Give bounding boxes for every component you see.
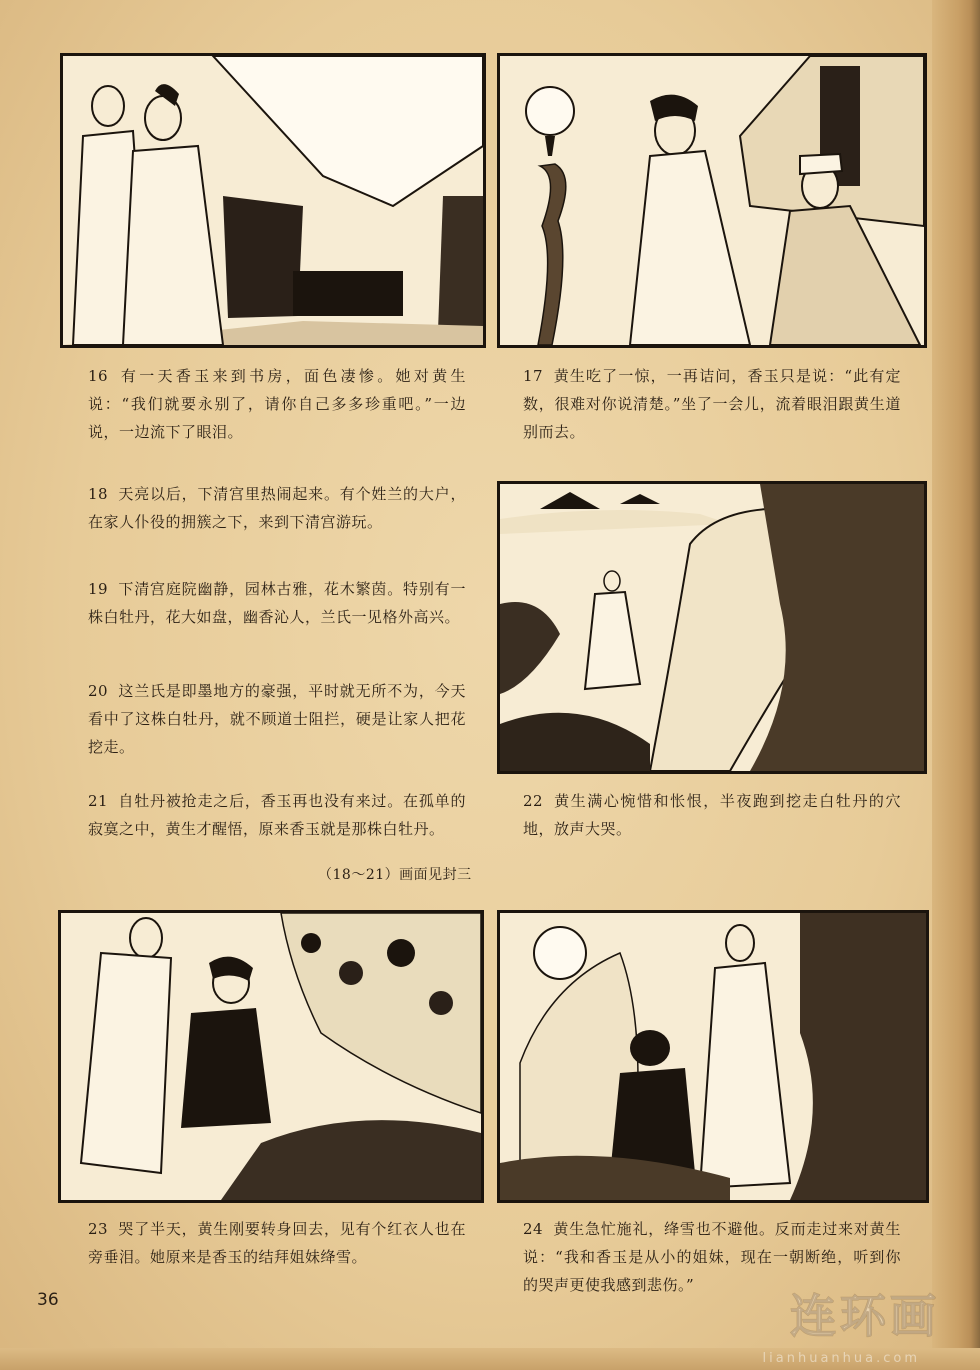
illustration-panel-23 <box>58 910 484 1203</box>
caption-number: 22 <box>523 792 544 810</box>
caption-text: 下清宫庭院幽静，园林古雅，花木繁茵。特别有一株白牡丹，花大如盘，幽香沁人，兰氏一见格外高兴。 <box>88 580 466 626</box>
caption-number: 16 <box>88 367 109 385</box>
caption-number: 18 <box>88 485 109 503</box>
illustration-panel-16 <box>60 53 486 348</box>
caption-number: 17 <box>523 367 544 385</box>
caption-text: 天亮以后，下清宫里热闹起来。有个姓兰的大户，在家人仆役的拥簇之下，来到下清宫游玩。 <box>88 485 466 531</box>
illustration-panel-22 <box>497 481 927 774</box>
caption-number: 24 <box>523 1220 544 1238</box>
caption-18 <box>88 480 466 536</box>
caption-19 <box>88 575 466 631</box>
caption-number: 21 <box>88 792 109 810</box>
illustration-panel-17 <box>497 53 927 348</box>
caption-number: 23 <box>88 1220 109 1238</box>
caption-text: 黄生吃了一惊，一再诘问，香玉只是说：“此有定数，很难对你说清楚。”坐了一会儿，流着眼泪跟黄生道别而去。 <box>523 367 901 441</box>
caption-text: 黄生急忙施礼，绛雪也不避他。反而走过来对黄生说：“我和香玉是从小的姐妹，现在一朝断绝，听到你的哭声更使我感到悲伤。” <box>523 1220 901 1294</box>
caption-17 <box>523 362 901 446</box>
book-spine-edge <box>932 0 980 1370</box>
caption-23 <box>88 1215 466 1271</box>
watermark-url: lianhuanhua.com <box>762 1351 920 1366</box>
caption-text: 黄生满心惋惜和怅恨，半夜跑到挖走白牡丹的穴地，放声大哭。 <box>523 792 901 838</box>
caption-22 <box>523 787 901 843</box>
page-number: 36 <box>37 1290 59 1310</box>
caption-16 <box>88 362 466 446</box>
caption-text: 有一天香玉来到书房，面色凄惨。她对黄生说：“我们就要永别了，请你自己多多珍重吧。”一边说，一边流下了眼泪。 <box>88 367 466 441</box>
panel-reference-note: （18～21）画面见封三 <box>318 867 472 883</box>
caption-number: 20 <box>88 682 109 700</box>
caption-20 <box>88 677 466 761</box>
caption-number: 19 <box>88 580 109 598</box>
caption-text: 这兰氏是即墨地方的豪强，平时就无所不为，今天看中了这株白牡丹，就不顾道士阻拦，硬是让家人把花挖走。 <box>88 682 466 756</box>
watermark-logo: 连环画 <box>790 1289 940 1343</box>
caption-text: 哭了半天，黄生刚要转身回去，见有个红衣人也在旁垂泪。她原来是香玉的结拜姐妹绛雪。 <box>88 1220 466 1266</box>
illustration-panel-24 <box>497 910 929 1203</box>
caption-text: 自牡丹被抢走之后，香玉再也没有来过。在孤单的寂寞之中，黄生才醒悟，原来香玉就是那株白牡丹。 <box>88 792 466 838</box>
caption-21 <box>88 787 466 843</box>
